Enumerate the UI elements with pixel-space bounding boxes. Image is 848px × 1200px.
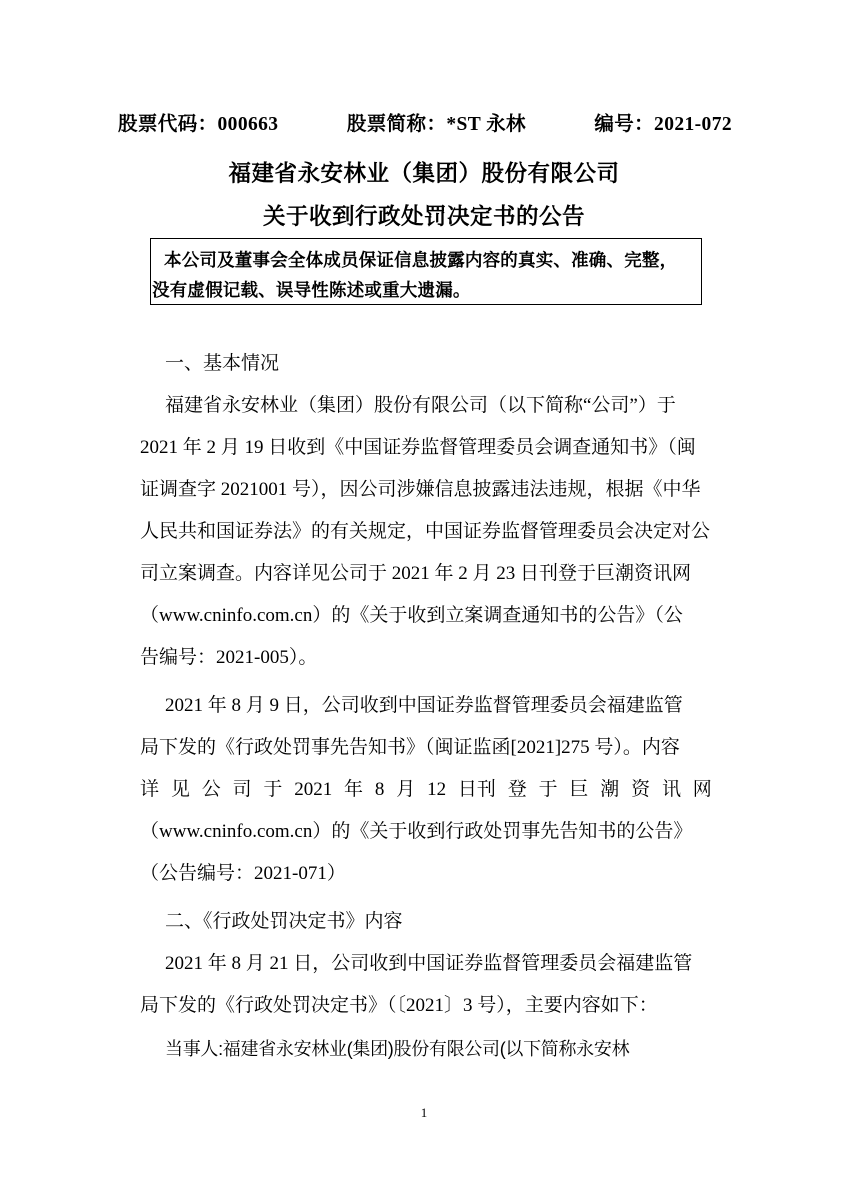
document-number (594, 108, 732, 136)
text-fragment: 日刊 (457, 779, 496, 800)
paragraph-1-line-6: （www.cninfo.com.cn）的《关于收到立案调查通知书的公告》（公 (140, 605, 683, 626)
text-fragment: 巨 (569, 779, 589, 800)
section-2-heading: 二、《行政处罚决定书》内容 (165, 911, 403, 932)
text-fragment: 于 (538, 779, 558, 800)
paragraph-2-line-1: 2021 年 8 月 9 日，公司收到中国证券监督管理委员会福建监管 (165, 695, 683, 716)
disclaimer-box (150, 238, 702, 305)
paragraph-3-line-2: 局下发的《行政处罚决定书》（〔2021〕3 号），主要内容如下： (140, 995, 658, 1016)
stock-code-label: 股票代码： (118, 114, 218, 135)
paragraph-1-line-7: 告编号：2021-005）。 (140, 647, 318, 668)
text-fragment: 登 (507, 779, 527, 800)
stock-header-line (118, 108, 732, 136)
paragraph-1-line-1: 福建省永安林业（集团）股份有限公司（以下简称“公司”）于 (165, 395, 676, 416)
stock-code-value: 000663 (217, 114, 279, 135)
stock-name-label: 股票简称： (346, 114, 447, 135)
disclaimer-line-1: 本公司及董事会全体成员保证信息披露内容的真实、准确、完整， (164, 250, 678, 270)
stock-name (347, 108, 526, 136)
paragraph-2-line-3 (140, 780, 712, 799)
paragraph-2-line-2: 局下发的《行政处罚事先告知书》（闽证监函[2021]275 号）。内容 (140, 737, 680, 758)
document-number-label: 编号： (594, 114, 655, 135)
text-fragment: 网 (692, 779, 712, 800)
paragraph-1-line-3: 证调查字 2021001 号），因公司涉嫌信息披露违法违规，根据《中华 (140, 479, 701, 500)
text-fragment: 司 (232, 779, 252, 800)
text-fragment: 潮 (600, 779, 620, 800)
text-fragment: 详 (140, 779, 160, 800)
document-number-value: 2021-072 (654, 114, 732, 135)
announcement-title: 关于收到行政处罚决定书的公告 (262, 204, 585, 229)
text-fragment: 讯 (661, 779, 681, 800)
paragraph-4-line-1: 当事人:福建省永安林业(集团)股份有限公司(以下简称永安林 (165, 1039, 630, 1059)
text-fragment: 年 (344, 779, 364, 800)
stock-code (118, 108, 278, 136)
paragraph-3-line-1: 2021 年 8 月 21 日，公司收到中国证券监督管理委员会福建监管 (165, 953, 693, 974)
text-fragment: 资 (631, 779, 651, 800)
text-fragment: 2021 (294, 779, 333, 800)
disclaimer-line-2: 没有虚假记载、误导性陈述或重大遗漏。 (152, 280, 471, 300)
paragraph-1-line-4: 人民共和国证券法》的有关规定，中国证券监督管理委员会决定对公 (140, 521, 711, 542)
paragraph-2-line-5: （公告编号：2021-071） (140, 863, 346, 884)
text-fragment: 月 (396, 779, 416, 800)
text-fragment: 公 (201, 779, 221, 800)
company-title: 福建省永安林业（集团）股份有限公司 (228, 161, 620, 186)
text-fragment: 于 (263, 779, 283, 800)
text-fragment: 见 (170, 779, 190, 800)
stock-name-value: *ST 永林 (446, 114, 526, 135)
text-fragment: 12 (427, 779, 447, 800)
section-1-heading: 一、基本情况 (165, 353, 280, 374)
page-number: 1 (420, 1105, 428, 1120)
paragraph-1-line-2: 2021 年 2 月 19 日收到《中国证券监督管理委员会调查通知书》（闽 (140, 437, 696, 458)
paragraph-2-line-4: （www.cninfo.com.cn）的《关于收到行政处罚事先告知书的公告》 (140, 821, 693, 842)
text-fragment: 8 (374, 779, 385, 800)
paragraph-1-line-5: 司立案调查。内容详见公司于 2021 年 2 月 23 日刊登于巨潮资讯网 (140, 563, 692, 584)
